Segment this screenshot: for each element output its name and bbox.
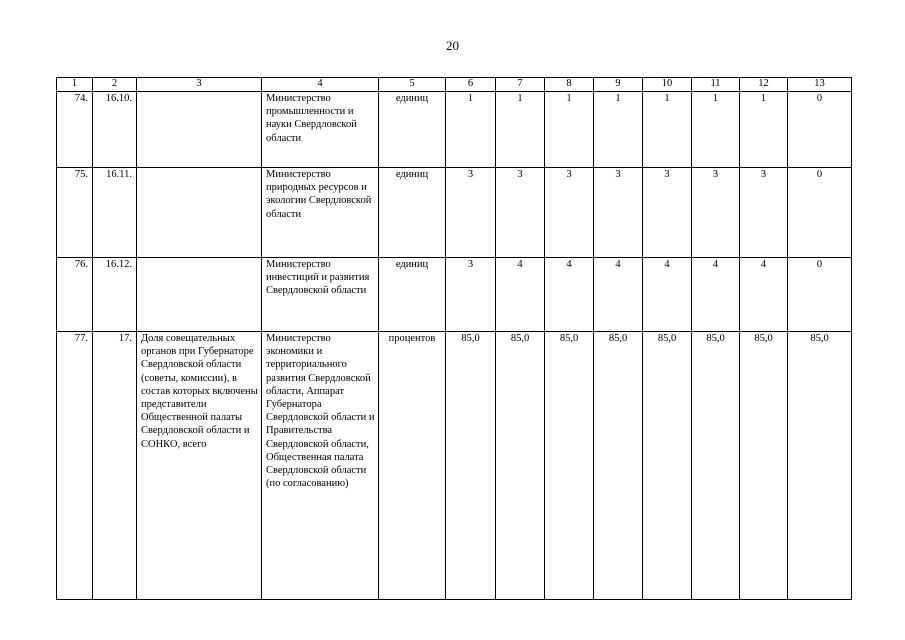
row-value: 1 [643, 92, 692, 168]
row-value: 1 [545, 92, 594, 168]
row-value: 85,0 [594, 332, 643, 600]
column-header: 12 [740, 78, 788, 92]
row-value: 85,0 [496, 332, 545, 600]
row-unit: единиц [379, 168, 446, 258]
column-header: 1 [57, 78, 93, 92]
row-value: 85,0 [446, 332, 496, 600]
indicators-table [56, 77, 852, 600]
row-unit: единиц [379, 258, 446, 332]
row-value: 0 [788, 92, 852, 168]
column-header: 9 [594, 78, 643, 92]
row-responsible: Министерство экономики и территориального развития Свердловской области, Аппарат Губернатора Свердловской области и Правительства Свердловской области, Общественная палата Свердловской области (по согласованию) [262, 332, 379, 600]
row-number: 74. [57, 92, 93, 168]
row-code: 17. [93, 332, 137, 600]
row-value: 85,0 [545, 332, 594, 600]
row-value: 1 [496, 92, 545, 168]
table-row [57, 332, 852, 600]
row-value: 4 [496, 258, 545, 332]
row-value: 3 [446, 258, 496, 332]
row-number: 77. [57, 332, 93, 600]
column-header: 11 [692, 78, 740, 92]
column-header: 10 [643, 78, 692, 92]
row-value: 4 [594, 258, 643, 332]
column-header: 2 [93, 78, 137, 92]
row-value: 4 [545, 258, 594, 332]
row-value: 85,0 [788, 332, 852, 600]
row-value: 4 [692, 258, 740, 332]
column-header: 13 [788, 78, 852, 92]
row-responsible: Министерство инвестиций и развития Свердловской области [262, 258, 379, 332]
row-indicator [137, 258, 262, 332]
row-indicator [137, 168, 262, 258]
row-value: 3 [545, 168, 594, 258]
row-value: 85,0 [740, 332, 788, 600]
table-row [57, 92, 852, 168]
row-responsible: Министерство промышленности и науки Свердловской области [262, 92, 379, 168]
row-unit: процентов [379, 332, 446, 600]
row-value: 4 [740, 258, 788, 332]
row-value: 3 [496, 168, 545, 258]
column-header: 6 [446, 78, 496, 92]
row-number: 76. [57, 258, 93, 332]
row-value: 3 [692, 168, 740, 258]
row-value: 4 [643, 258, 692, 332]
row-value: 3 [446, 168, 496, 258]
row-unit: единиц [379, 92, 446, 168]
row-value: 1 [692, 92, 740, 168]
row-value: 3 [740, 168, 788, 258]
row-value: 0 [788, 168, 852, 258]
row-value: 85,0 [692, 332, 740, 600]
column-header: 7 [496, 78, 545, 92]
row-value: 0 [788, 258, 852, 332]
row-code: 16.12. [93, 258, 137, 332]
table-row [57, 258, 852, 332]
table-header-row [57, 78, 852, 92]
row-value: 1 [594, 92, 643, 168]
row-code: 16.11. [93, 168, 137, 258]
row-value: 85,0 [643, 332, 692, 600]
row-indicator: Доля совещательных органов при Губернаторе Свердловской области (советы, комиссии), в состав которых включены представители Общественной палаты Свердловской области и СОНКО, всего [137, 332, 262, 600]
row-indicator [137, 92, 262, 168]
column-header: 3 [137, 78, 262, 92]
row-value: 1 [740, 92, 788, 168]
row-responsible: Министерство природных ресурсов и экологии Свердловской области [262, 168, 379, 258]
row-number: 75. [57, 168, 93, 258]
page-number: 20 [446, 38, 459, 53]
row-code: 16.10. [93, 92, 137, 168]
column-header: 4 [262, 78, 379, 92]
table-row [57, 168, 852, 258]
column-header: 8 [545, 78, 594, 92]
column-header: 5 [379, 78, 446, 92]
row-value: 3 [594, 168, 643, 258]
row-value: 1 [446, 92, 496, 168]
row-value: 3 [643, 168, 692, 258]
